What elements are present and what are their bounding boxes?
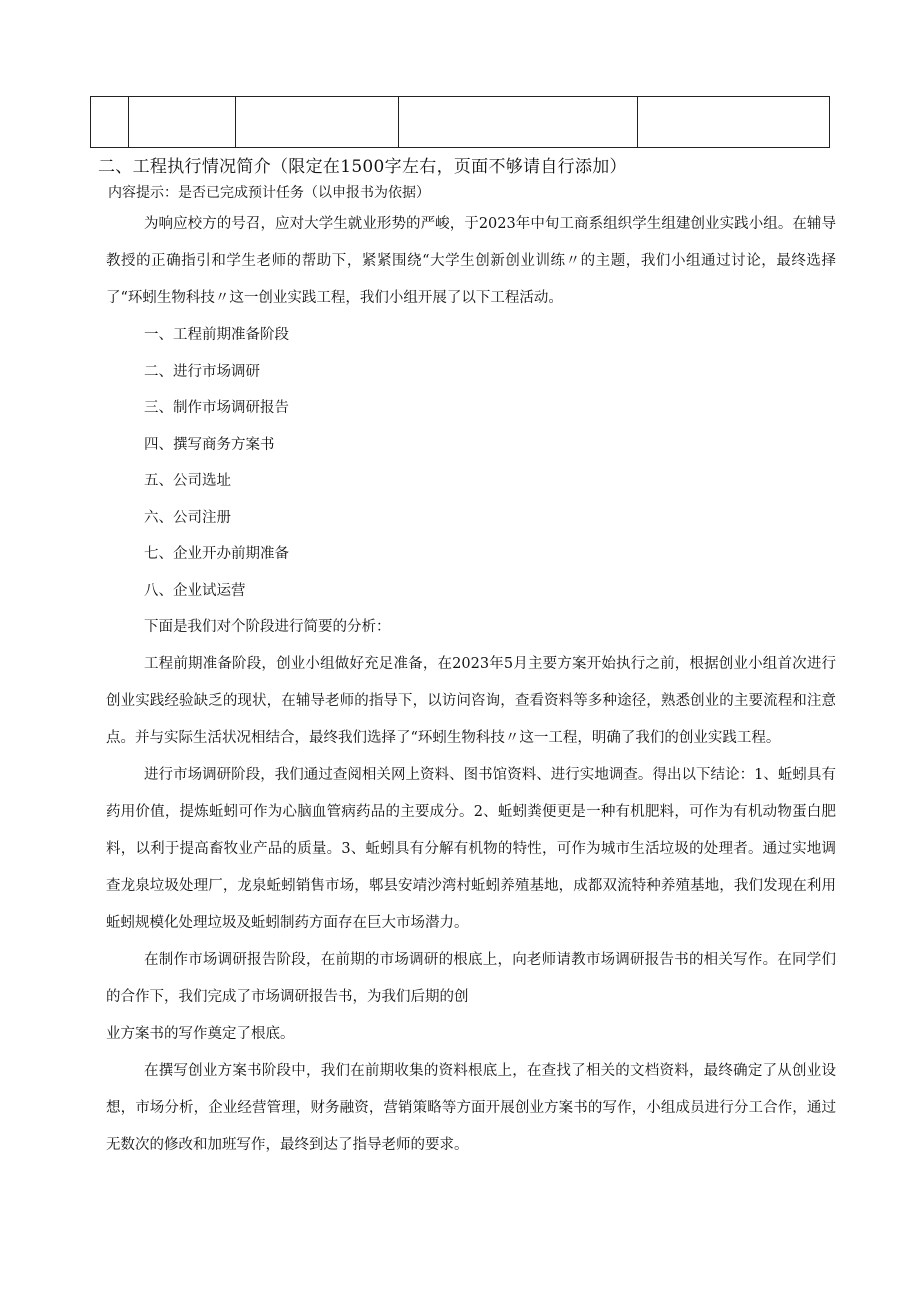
intro-paragraph: 为响应校方的号召，应对大学生就业形势的严峻，于2023年中旬工商系组织学生组建创业实践小组。在辅导教授的正确指引和学生老师的帮助下，紧紧围绕“大学生创新创业训练〃的主题，我们小组通过讨论，最终选择了“环蚓生物科技〃这一创业实践工程，我们小组开展了以下工程活动。 (106, 216, 836, 306)
report-paragraph: 在制作市场调研报告阶段，在前期的市场调研的根底上，向老师请教市场调研报告书的相关写作。在同学们的合作下，我们完成了市场调研报告书，为我们后期的创 (106, 952, 836, 1005)
stage-item: 四、撰写商务方案书 (144, 436, 275, 453)
stage-item: 二、进行市场调研 (144, 363, 260, 380)
research-paragraph: 进行市场调研阶段，我们通过查阅相关网上资料、图书馆资料、进行实地调查。得出以下结论：1、蚯蚓具有药用价值，提炼蚯蚓可作为心脑血管病药品的主要成分。2、蚯蚓粪便更是一种有机肥料，可作为有机动物蛋白肥料，以利于提高畜牧业产品的质量。3、蚯蚓具有分解有机物的特性，可作为城市生活垃圾的处理者。通过实地调查龙泉垃圾处理厂，龙泉蚯蚓销售市场，郫县安靖沙湾村蚯蚓养殖基地，成都双流特种养殖基地，我们发现在利用蚯蚓规模化处理垃圾及蚯蚓制药方面存在巨大市场潜力。 (106, 767, 836, 931)
plan-paragraph: 在撰写创业方案书阶段中，我们在前期收集的资料根底上，在查找了相关的文档资料，最终确定了从创业设想，市场分析，企业经营管理，财务融资，营销策略等方面开展创业方案书的写作，小组成员进行分工合作，通过无数次的修改和加班写作，最终到达了指导老师的要求。 (106, 1063, 836, 1153)
stage-item: 七、企业开办前期准备 (144, 546, 289, 562)
table-cell (129, 97, 236, 148)
report-paragraph-continued: 业方案书的写作奠定了根底。 (106, 1026, 295, 1042)
stage-item: 五、公司选址 (144, 473, 231, 489)
table-cell (91, 97, 129, 148)
analysis-intro-paragraph: 下面是我们对个阶段进行简要的分析： (144, 619, 391, 635)
stage-item: 三、制作市场调研报告 (144, 400, 289, 416)
info-table (90, 96, 830, 148)
stage-item: 八、企业试运营 (144, 582, 246, 599)
table-row (91, 97, 830, 148)
table-cell (638, 97, 830, 148)
table-cell (399, 97, 638, 148)
table-cell (236, 97, 399, 148)
prep-paragraph: 工程前期准备阶段，创业小组做好充足准备，在2023年5月主要方案开始执行之前，根据创业小组首次进行创业实践经验缺乏的现状，在辅导老师的指导下，以访问咨询，查看资料等多种途径，熟悉创业的主要流程和注意点。并与实际生活状况相结合，最终我们选择了“环蚓生物科技〃这一工程，明确了我们的创业实践工程。 (106, 656, 836, 746)
stage-item: 一、工程前期准备阶段 (144, 327, 289, 343)
body-text (106, 206, 836, 1164)
stage-item: 六、公司注册 (144, 509, 231, 526)
section-title: 二、工程执行情况简介（限定在1500字左右，页面不够请自行添加） (98, 157, 627, 177)
content-hint: 内容提示：是否已完成预计任务（以申报书为依据） (108, 185, 430, 201)
